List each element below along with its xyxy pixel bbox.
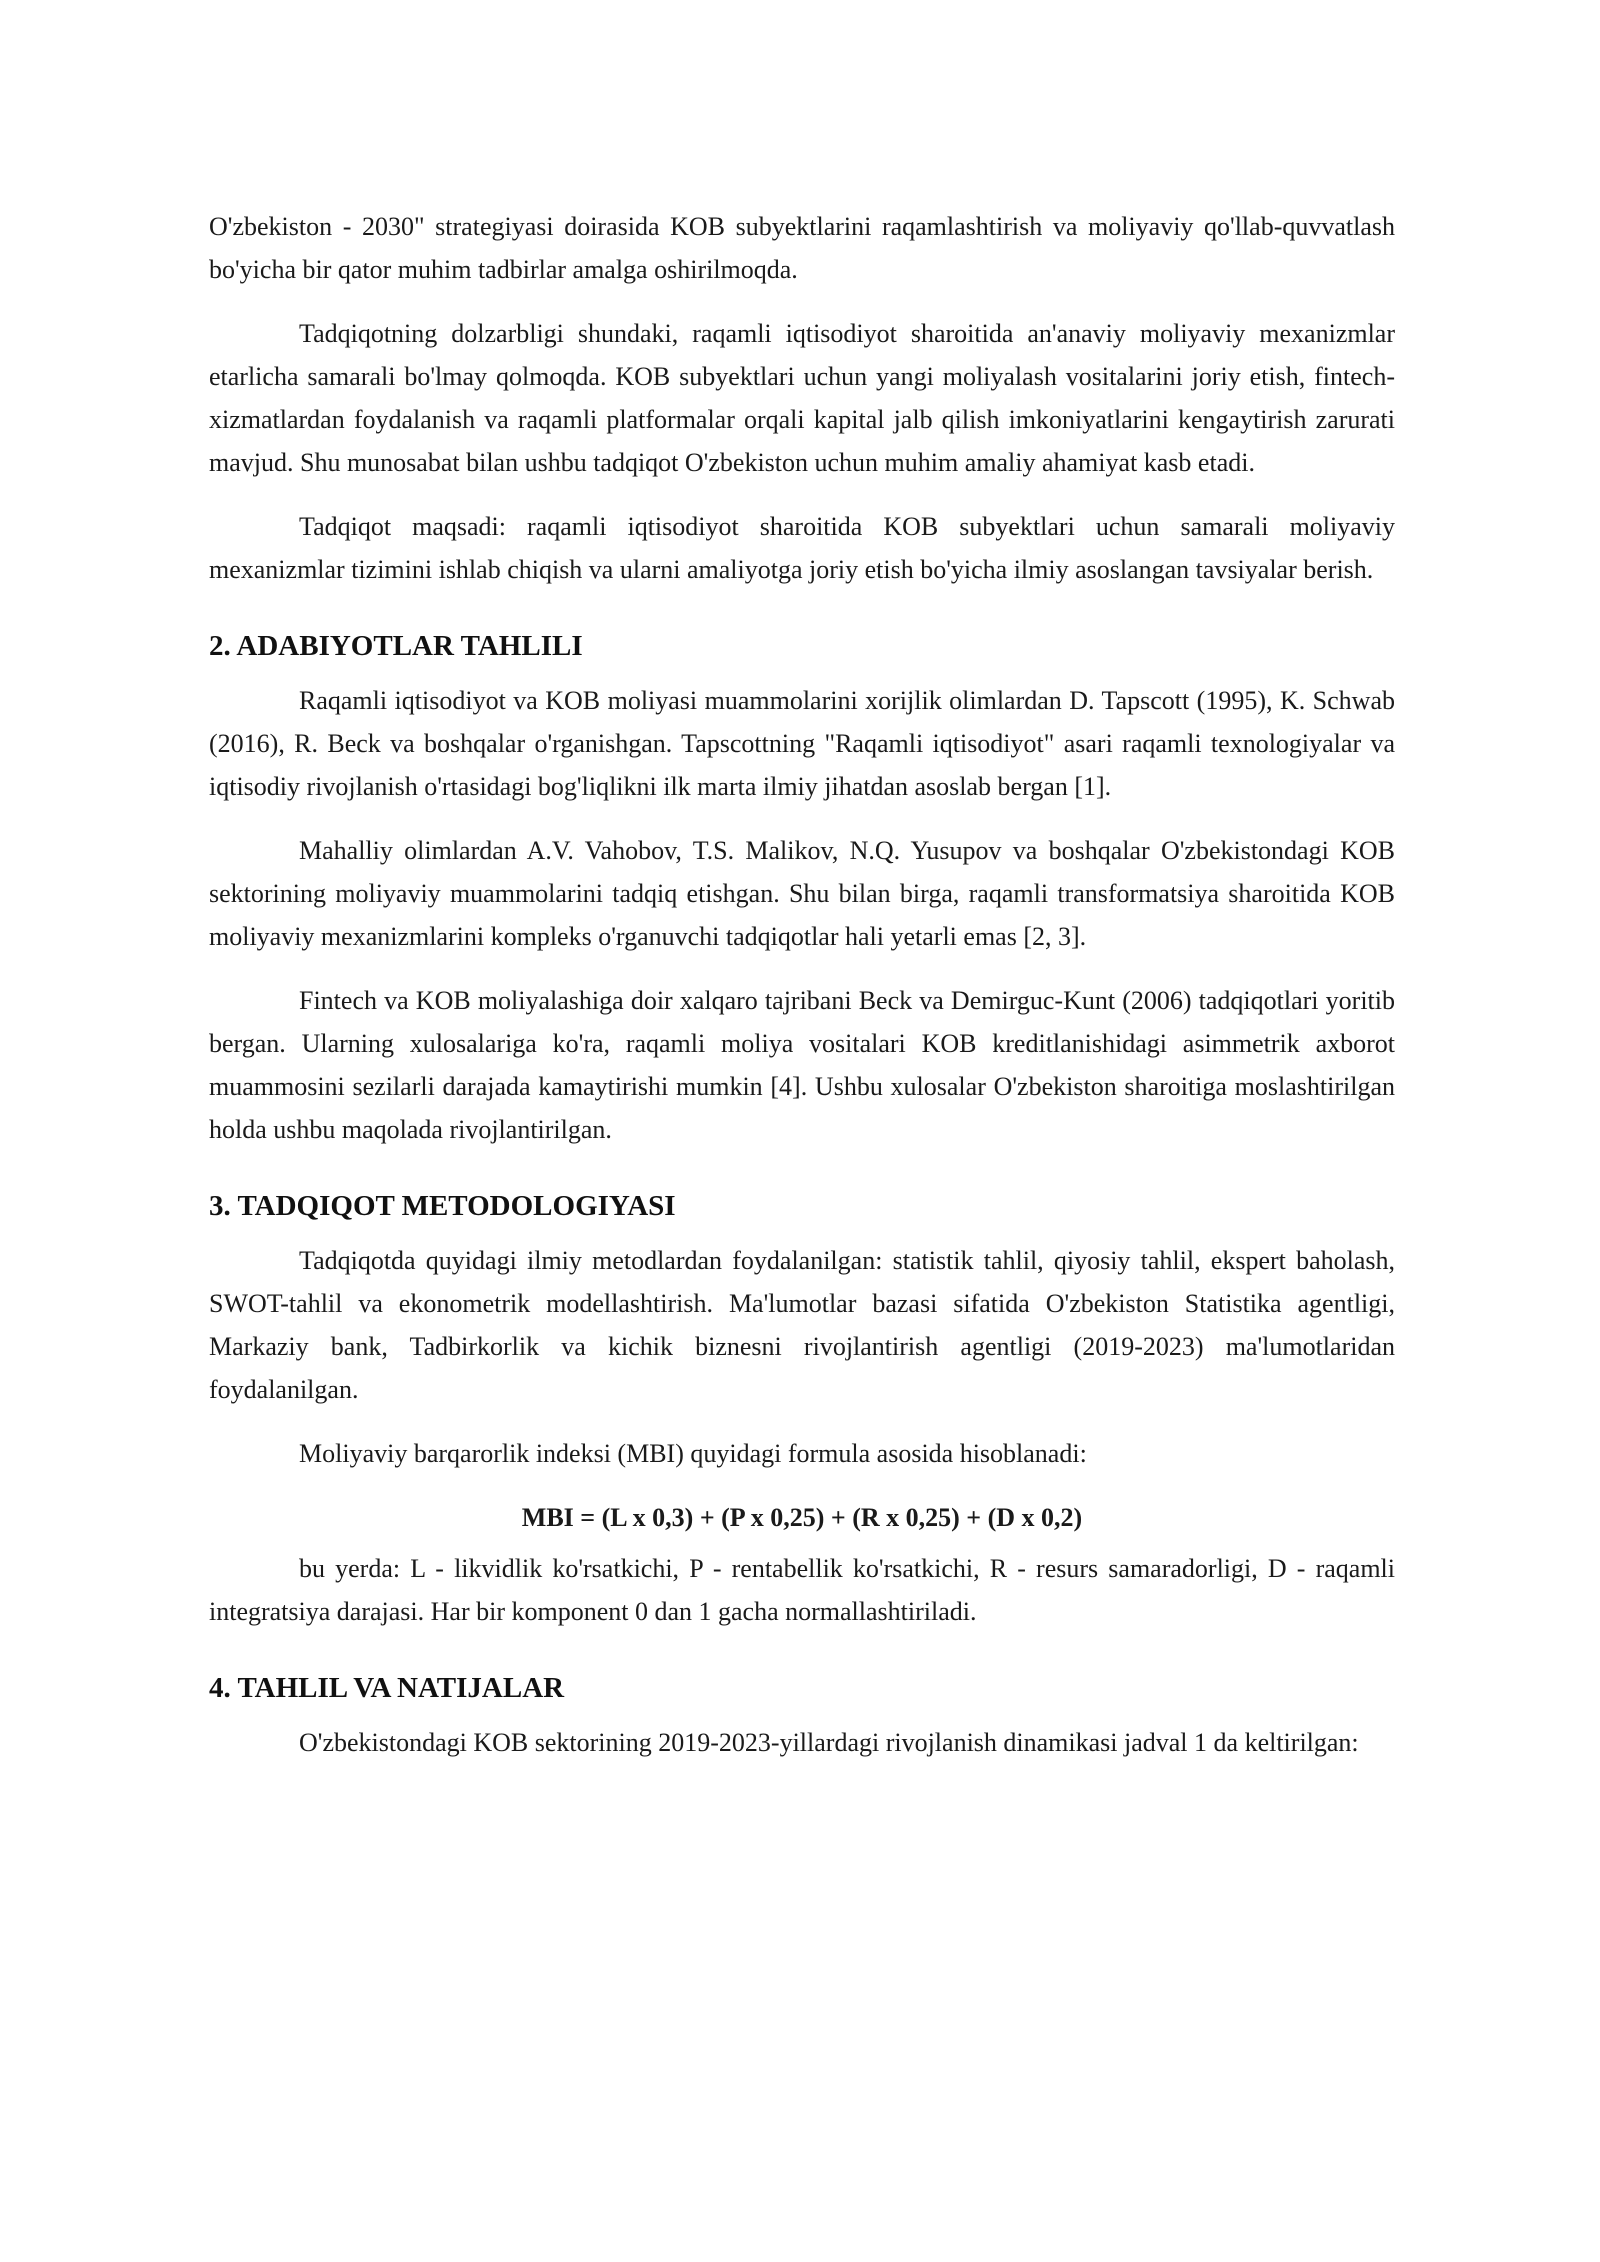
intro-continuation-paragraph: O'zbekiston - 2030" strategiyasi doirasida KOB subyektlarini raqamlashtirish va moliyaviy qo'llab-quvvatlash bo'yicha bir qator muhim tadbirlar amalga oshirilmoqda. — [209, 212, 1395, 284]
section-3-paragraph-1: Tadqiqotda quyidagi ilmiy metodlardan foydalanilgan: statistik tahlil, qiyosiy tahlil, ekspert baholash, SWOT-tahlil va ekonometrik modellashtirish. Ma'lumotlar bazasi sifatida O'zbekiston Statistika agentligi, Markaziy bank, Tadbirkorlik va kichik biznesni rivojlantirish agentligi (2019-2023) ma'lumotlaridan foydalanilgan. — [209, 1246, 1395, 1404]
section-2-paragraph-1: Raqamli iqtisodiyot va KOB moliyasi muammolarini xorijlik olimlardan D. Tapscott (1995), K. Schwab (2016), R. Beck va boshqalar o'rganishgan. Tapscottning "Raqamli iqtisodiyot" asari raqamli texnologiyalar va iqtisodiy rivojlanish o'rtasidagi bog'liqlikni ilk marta ilmiy jihatdan asoslab bergan [1]. — [209, 686, 1395, 801]
section-3-paragraph-3: bu yerda: L - likvidlik ko'rsatkichi, P - rentabellik ko'rsatkichi, R - resurs samaradorligi, D - raqamli integratsiya darajasi. Har bir komponent 0 dan 1 gacha normallashtiriladi. — [209, 1554, 1395, 1626]
section-2-paragraph-3: Fintech va KOB moliyalashiga doir xalqaro tajribani Beck va Demirguc-Kunt (2006) tadqiqotlari yoritib bergan. Ularning xulosalariga ko'ra, raqamli moliya vositalari KOB kreditlanishidagi asimmetrik axborot muammosini sezilarli darajada kamaytirishi mumkin [4]. Ushbu xulosalar O'zbekiston sharoitiga moslashtirilgan holda ushbu maqolada rivojlantirilgan. — [209, 986, 1395, 1144]
section-2-paragraph-2: Mahalliy olimlardan A.V. Vahobov, T.S. Malikov, N.Q. Yusupov va boshqalar O'zbekistondagi KOB sektorining moliyaviy muammolarini tadqiq etishgan. Shu bilan birga, raqamli transformatsiya sharoitida KOB moliyaviy mexanizmlarini kompleks o'rganuvchi tadqiqotlar hali yetarli emas [2, 3]. — [209, 836, 1395, 951]
section-3-heading: 3. TADQIQOT METODOLOGIYASI — [209, 1190, 676, 1222]
document-body — [209, 205, 1395, 1785]
section-4-heading: 4. TAHLIL VA NATIJALAR — [209, 1672, 565, 1704]
section-2-heading: 2. ADABIYOTLAR TAHLILI — [209, 630, 583, 662]
intro-relevance-paragraph: Tadqiqotning dolzarbligi shundaki, raqamli iqtisodiyot sharoitida an'anaviy moliyaviy mexanizmlar etarlicha samarali bo'lmay qolmoqda. KOB subyektlari uchun yangi moliyalash vositalarini joriy etish, fintech-xizmatlardan foydalanish va raqamli platformalar orqali kapital jalb qilish imkoniyatlarini kengaytirish zarurati mavjud. Shu munosabat bilan ushbu tadqiqot O'zbekiston uchun muhim amaliy ahamiyat kasb etadi. — [209, 319, 1395, 477]
section-3-paragraph-2: Moliyaviy barqarorlik indeksi (MBI) quyidagi formula asosida hisoblanadi: — [299, 1439, 1087, 1468]
section-4-paragraph-1: O'zbekistondagi KOB sektorining 2019-2023-yillardagi rivojlanish dinamikasi jadval 1 da keltirilgan: — [299, 1728, 1359, 1757]
mbi-formula: MBI = (L x 0,3) + (P x 0,25) + (R x 0,25) + (D x 0,2) — [521, 1503, 1083, 1532]
intro-goal-paragraph: Tadqiqot maqsadi: raqamli iqtisodiyot sharoitida KOB subyektlari uchun samarali moliyaviy mexanizmlar tizimini ishlab chiqish va ularni amaliyotga joriy etish bo'yicha ilmiy asoslangan tavsiyalar berish. — [209, 512, 1395, 584]
